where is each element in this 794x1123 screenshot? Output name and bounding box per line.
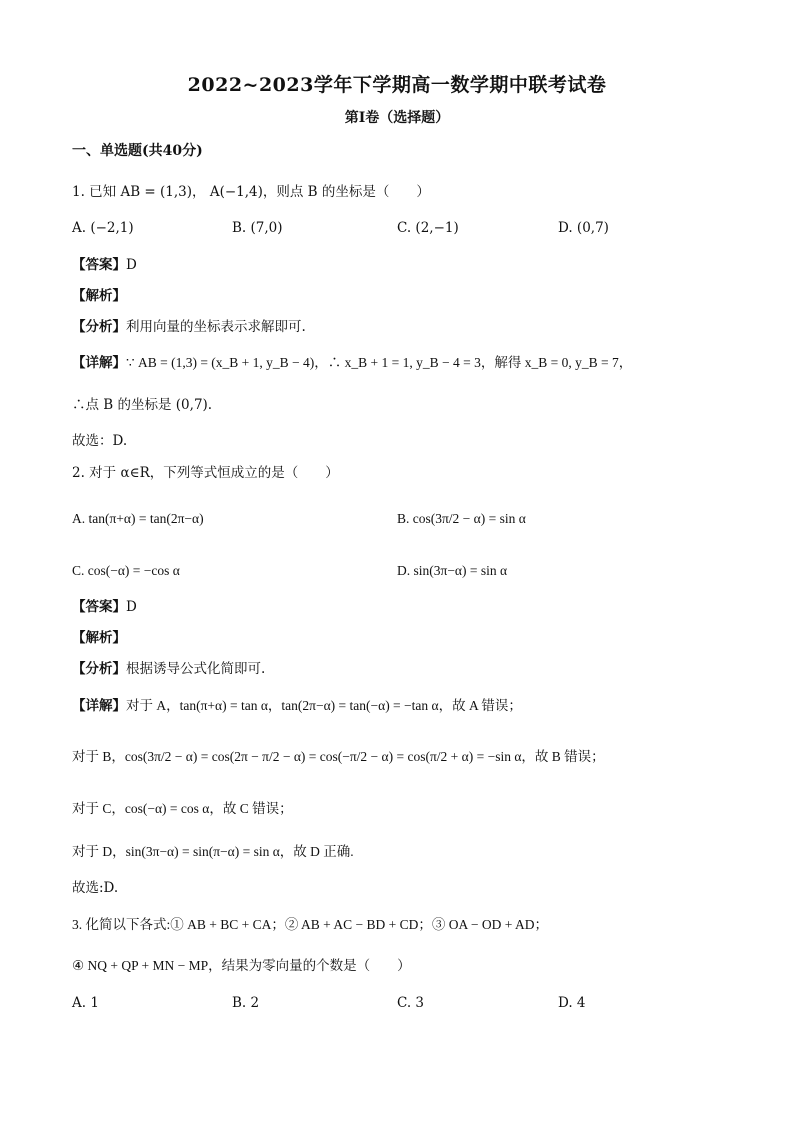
q1-detail-text: ∵ AB = (1,3) = (x_B + 1, y_B − 4)，∴ x_B + 1 = 1, y_B − 4 = 3，解得 x_B = 0, y_B = 7， (126, 355, 633, 370)
q2-choose: 故选:D. (72, 880, 119, 896)
q2-option-d: D. sin(3π−α) = sin α (397, 563, 508, 578)
q1-detail (72, 353, 632, 373)
q2-answer-tag: 【答案】 (72, 599, 126, 615)
q1-choose: 故选：D. (72, 433, 128, 449)
q1-stem: 1. 已知 AB = (1,3)， A(−1,4)，则点 B 的坐标是（ ） (72, 184, 430, 200)
q2-option-c: C. cos(−α) = −cos α (72, 563, 180, 578)
section-heading: 一、单选题(共40分) (72, 143, 203, 159)
q2-detail-a (72, 696, 522, 716)
q3-option-b: B. 2 (232, 995, 260, 1011)
q3-stem-line2: ④ NQ + QP + MN − MP，结果为零向量的个数是（ ） (72, 958, 411, 973)
page-subtitle: 第Ⅰ卷（选择题） (344, 110, 450, 126)
q1-conclusion: ∴点 B 的坐标是 (0,7). (72, 397, 213, 413)
q2-fenxi-tag: 【分析】 (72, 661, 126, 677)
q1-fenxi-tag: 【分析】 (72, 319, 126, 335)
q1-detail-tag: 【详解】 (72, 355, 126, 371)
q1-option-a: A. (−2,1) (72, 220, 134, 236)
q1-answer (72, 255, 137, 275)
q2-detail-d: 对于 D，sin(3π−α) = sin(π−α) = sin α，故 D 正确. (72, 844, 354, 859)
q2-detail-a-text: 对于 A，tan(π+α) = tan α，tan(2π−α) = tan(−α) = −tan α，故 A 错误； (126, 698, 522, 713)
q2-fenxi-text: 根据诱导公式化简即可. (126, 661, 266, 677)
q1-option-b: B. (7,0) (232, 220, 283, 236)
q2-detail-tag: 【详解】 (72, 698, 126, 714)
q1-option-d: D. (0,7) (558, 220, 609, 236)
q2-option-a: A. tan(π+α) = tan(2π−α) (72, 511, 204, 526)
q2-detail-b: 对于 B，cos(3π/2 − α) = cos(2π − π/2 − α) = cos(−π/2 − α) = cos(π/2 + α) = −sin α，故 B 错误； (72, 749, 605, 764)
q2-answer (72, 597, 137, 617)
q2-option-b: B. cos(3π/2 − α) = sin α (397, 511, 526, 526)
q2-detail-c: 对于 C，cos(−α) = cos α，故 C 错误； (72, 801, 293, 816)
q2-answer-value: D (126, 599, 137, 615)
q1-answer-value: D (126, 257, 137, 273)
q1-fenxi (72, 317, 306, 337)
q3-stem-line1: 3. 化简以下各式:① AB + BC + CA；② AB + AC − BD + CD；③ OA − OD + AD； (72, 917, 548, 932)
q1-analysis-tag: 【解析】 (72, 288, 126, 304)
q2-analysis-tag: 【解析】 (72, 630, 126, 646)
q2-fenxi (72, 659, 265, 679)
q3-option-c: C. 3 (397, 995, 425, 1011)
q3-option-d: D. 4 (558, 995, 586, 1011)
q3-option-a: A. 1 (72, 995, 99, 1011)
q1-fenxi-text: 利用向量的坐标表示求解即可. (126, 319, 306, 335)
q2-stem: 2. 对于 α∈R，下列等式恒成立的是（ ） (72, 465, 339, 481)
q1-option-c: C. (2,−1) (397, 220, 459, 236)
page-title: 2022~2023学年下学期高一数学期中联考试卷 (187, 74, 607, 96)
q1-answer-tag: 【答案】 (72, 257, 126, 273)
